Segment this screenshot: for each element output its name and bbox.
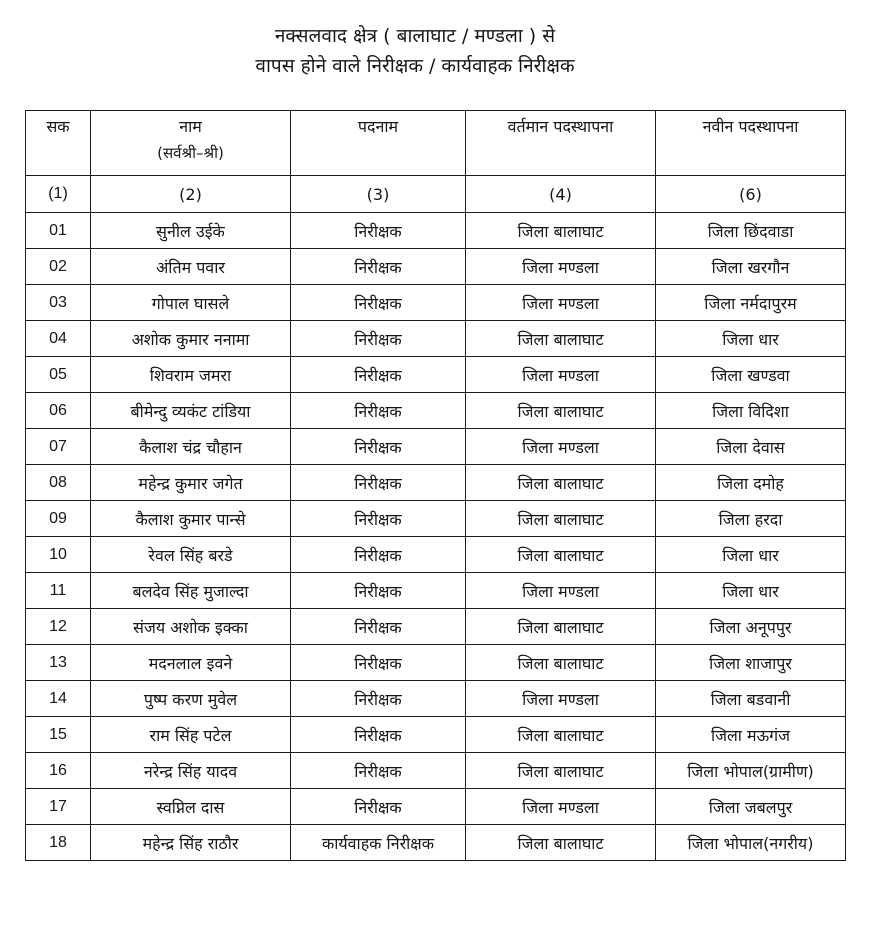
table-row <box>26 393 846 429</box>
table-row <box>26 321 846 357</box>
table-row <box>26 609 846 645</box>
cell-designation: निरीक्षक <box>291 573 466 609</box>
cell-name: नरेन्द्र सिंह यादव <box>91 753 291 789</box>
header-designation: पदनाम <box>291 111 466 176</box>
cell-designation: निरीक्षक <box>291 537 466 573</box>
transfer-table <box>25 110 846 861</box>
cell-current-posting: जिला बालाघाट <box>466 465 656 501</box>
cell-serial: 08 <box>26 465 91 501</box>
header-name-label: नाम <box>179 117 202 136</box>
cell-name: राम सिंह पटेल <box>91 717 291 753</box>
cell-serial: 15 <box>26 717 91 753</box>
cell-serial: 02 <box>26 249 91 285</box>
cell-serial: 03 <box>26 285 91 321</box>
cell-name: मदनलाल इवने <box>91 645 291 681</box>
column-number: (6) <box>656 176 846 213</box>
table-header <box>26 111 846 213</box>
cell-serial: 04 <box>26 321 91 357</box>
cell-designation: निरीक्षक <box>291 213 466 249</box>
header-name <box>91 111 291 176</box>
cell-new-posting: जिला अनूपपुर <box>656 609 846 645</box>
cell-designation: निरीक्षक <box>291 321 466 357</box>
cell-serial: 01 <box>26 213 91 249</box>
cell-current-posting: जिला मण्डला <box>466 357 656 393</box>
cell-new-posting: जिला धार <box>656 537 846 573</box>
table-row <box>26 825 846 861</box>
cell-new-posting: जिला धार <box>656 573 846 609</box>
column-number: (1) <box>26 176 91 213</box>
cell-serial: 10 <box>26 537 91 573</box>
cell-current-posting: जिला बालाघाट <box>466 213 656 249</box>
cell-serial: 14 <box>26 681 91 717</box>
cell-new-posting: जिला शाजापुर <box>656 645 846 681</box>
cell-designation: निरीक्षक <box>291 285 466 321</box>
table-row <box>26 465 846 501</box>
cell-serial: 13 <box>26 645 91 681</box>
cell-name: रेवल सिंह बरडे <box>91 537 291 573</box>
cell-designation: निरीक्षक <box>291 717 466 753</box>
cell-name: महेन्द्र कुमार जगेत <box>91 465 291 501</box>
table-row <box>26 753 846 789</box>
cell-current-posting: जिला बालाघाट <box>466 393 656 429</box>
title-line-2: वापस होने वाले निरीक्षक / कार्यवाहक निरीक्षक <box>255 55 575 77</box>
cell-current-posting: जिला बालाघाट <box>466 753 656 789</box>
cell-designation: निरीक्षक <box>291 645 466 681</box>
cell-name: बलदेव सिंह मुजाल्दा <box>91 573 291 609</box>
cell-current-posting: जिला बालाघाट <box>466 609 656 645</box>
cell-current-posting: जिला मण्डला <box>466 285 656 321</box>
header-name-sub: (सर्वश्री–श्री) <box>157 144 224 162</box>
cell-new-posting: जिला देवास <box>656 429 846 465</box>
cell-new-posting: जिला छिंदवाडा <box>656 213 846 249</box>
cell-new-posting: जिला बडवानी <box>656 681 846 717</box>
cell-current-posting: जिला बालाघाट <box>466 537 656 573</box>
column-number: (4) <box>466 176 656 213</box>
cell-new-posting: जिला जबलपुर <box>656 789 846 825</box>
cell-new-posting: जिला धार <box>656 321 846 357</box>
table-row <box>26 357 846 393</box>
cell-serial: 11 <box>26 573 91 609</box>
cell-name: सुनील उईके <box>91 213 291 249</box>
cell-current-posting: जिला मण्डला <box>466 429 656 465</box>
table-body <box>26 213 846 861</box>
cell-name: कैलाश कुमार पान्से <box>91 501 291 537</box>
table-row <box>26 213 846 249</box>
title-line-1: नक्सलवाद क्षेत्र ( बालाघाट / मण्डला ) से <box>274 25 556 47</box>
cell-new-posting: जिला खरगौन <box>656 249 846 285</box>
cell-current-posting: जिला बालाघाट <box>466 645 656 681</box>
cell-new-posting: जिला खण्डवा <box>656 357 846 393</box>
cell-designation: निरीक्षक <box>291 789 466 825</box>
cell-current-posting: जिला बालाघाट <box>466 501 656 537</box>
cell-name: महेन्द्र सिंह राठौर <box>91 825 291 861</box>
cell-name: शिवराम जमरा <box>91 357 291 393</box>
header-new-posting: नवीन पदस्थापना <box>656 111 846 176</box>
column-number: (3) <box>291 176 466 213</box>
cell-designation: निरीक्षक <box>291 465 466 501</box>
cell-serial: 16 <box>26 753 91 789</box>
cell-designation: निरीक्षक <box>291 357 466 393</box>
table-row <box>26 501 846 537</box>
table-row <box>26 537 846 573</box>
column-number-row <box>26 176 846 213</box>
column-number: (2) <box>91 176 291 213</box>
cell-serial: 06 <box>26 393 91 429</box>
cell-name: संजय अशोक इक्का <box>91 609 291 645</box>
table-row <box>26 789 846 825</box>
cell-name: अशोक कुमार ननामा <box>91 321 291 357</box>
table-row <box>26 429 846 465</box>
cell-current-posting: जिला मण्डला <box>466 573 656 609</box>
table-row <box>26 249 846 285</box>
cell-current-posting: जिला मण्डला <box>466 249 656 285</box>
cell-designation: निरीक्षक <box>291 249 466 285</box>
cell-current-posting: जिला मण्डला <box>466 789 656 825</box>
table-row <box>26 285 846 321</box>
cell-serial: 18 <box>26 825 91 861</box>
cell-new-posting: जिला भोपाल(ग्रामीण) <box>656 753 846 789</box>
cell-designation: निरीक्षक <box>291 753 466 789</box>
cell-serial: 09 <box>26 501 91 537</box>
table-row <box>26 717 846 753</box>
cell-designation: निरीक्षक <box>291 501 466 537</box>
cell-name: स्वप्निल दास <box>91 789 291 825</box>
cell-designation: निरीक्षक <box>291 393 466 429</box>
cell-serial: 07 <box>26 429 91 465</box>
table-row <box>26 681 846 717</box>
cell-current-posting: जिला बालाघाट <box>466 717 656 753</box>
cell-designation: निरीक्षक <box>291 429 466 465</box>
cell-serial: 17 <box>26 789 91 825</box>
cell-current-posting: जिला बालाघाट <box>466 321 656 357</box>
cell-designation: निरीक्षक <box>291 609 466 645</box>
cell-designation: निरीक्षक <box>291 681 466 717</box>
cell-designation: कार्यवाहक निरीक्षक <box>291 825 466 861</box>
cell-current-posting: जिला बालाघाट <box>466 825 656 861</box>
cell-name: कैलाश चंद्र चौहान <box>91 429 291 465</box>
cell-new-posting: जिला विदिशा <box>656 393 846 429</box>
cell-name: पुष्प करण मुवेल <box>91 681 291 717</box>
cell-serial: 12 <box>26 609 91 645</box>
header-row <box>26 111 846 176</box>
header-current-posting: वर्तमान पदस्थापना <box>466 111 656 176</box>
cell-current-posting: जिला मण्डला <box>466 681 656 717</box>
cell-name: बीमेन्दु व्यकंट टांडिया <box>91 393 291 429</box>
cell-new-posting: जिला मऊगंज <box>656 717 846 753</box>
cell-new-posting: जिला भोपाल(नगरीय) <box>656 825 846 861</box>
cell-name: अंतिम पवार <box>91 249 291 285</box>
cell-new-posting: जिला नर्मदापुरम <box>656 285 846 321</box>
cell-serial: 05 <box>26 357 91 393</box>
table-row <box>26 645 846 681</box>
cell-name: गोपाल घासले <box>91 285 291 321</box>
cell-new-posting: जिला दमोह <box>656 465 846 501</box>
header-serial: सक <box>26 111 91 176</box>
table-row <box>26 573 846 609</box>
cell-new-posting: जिला हरदा <box>656 501 846 537</box>
